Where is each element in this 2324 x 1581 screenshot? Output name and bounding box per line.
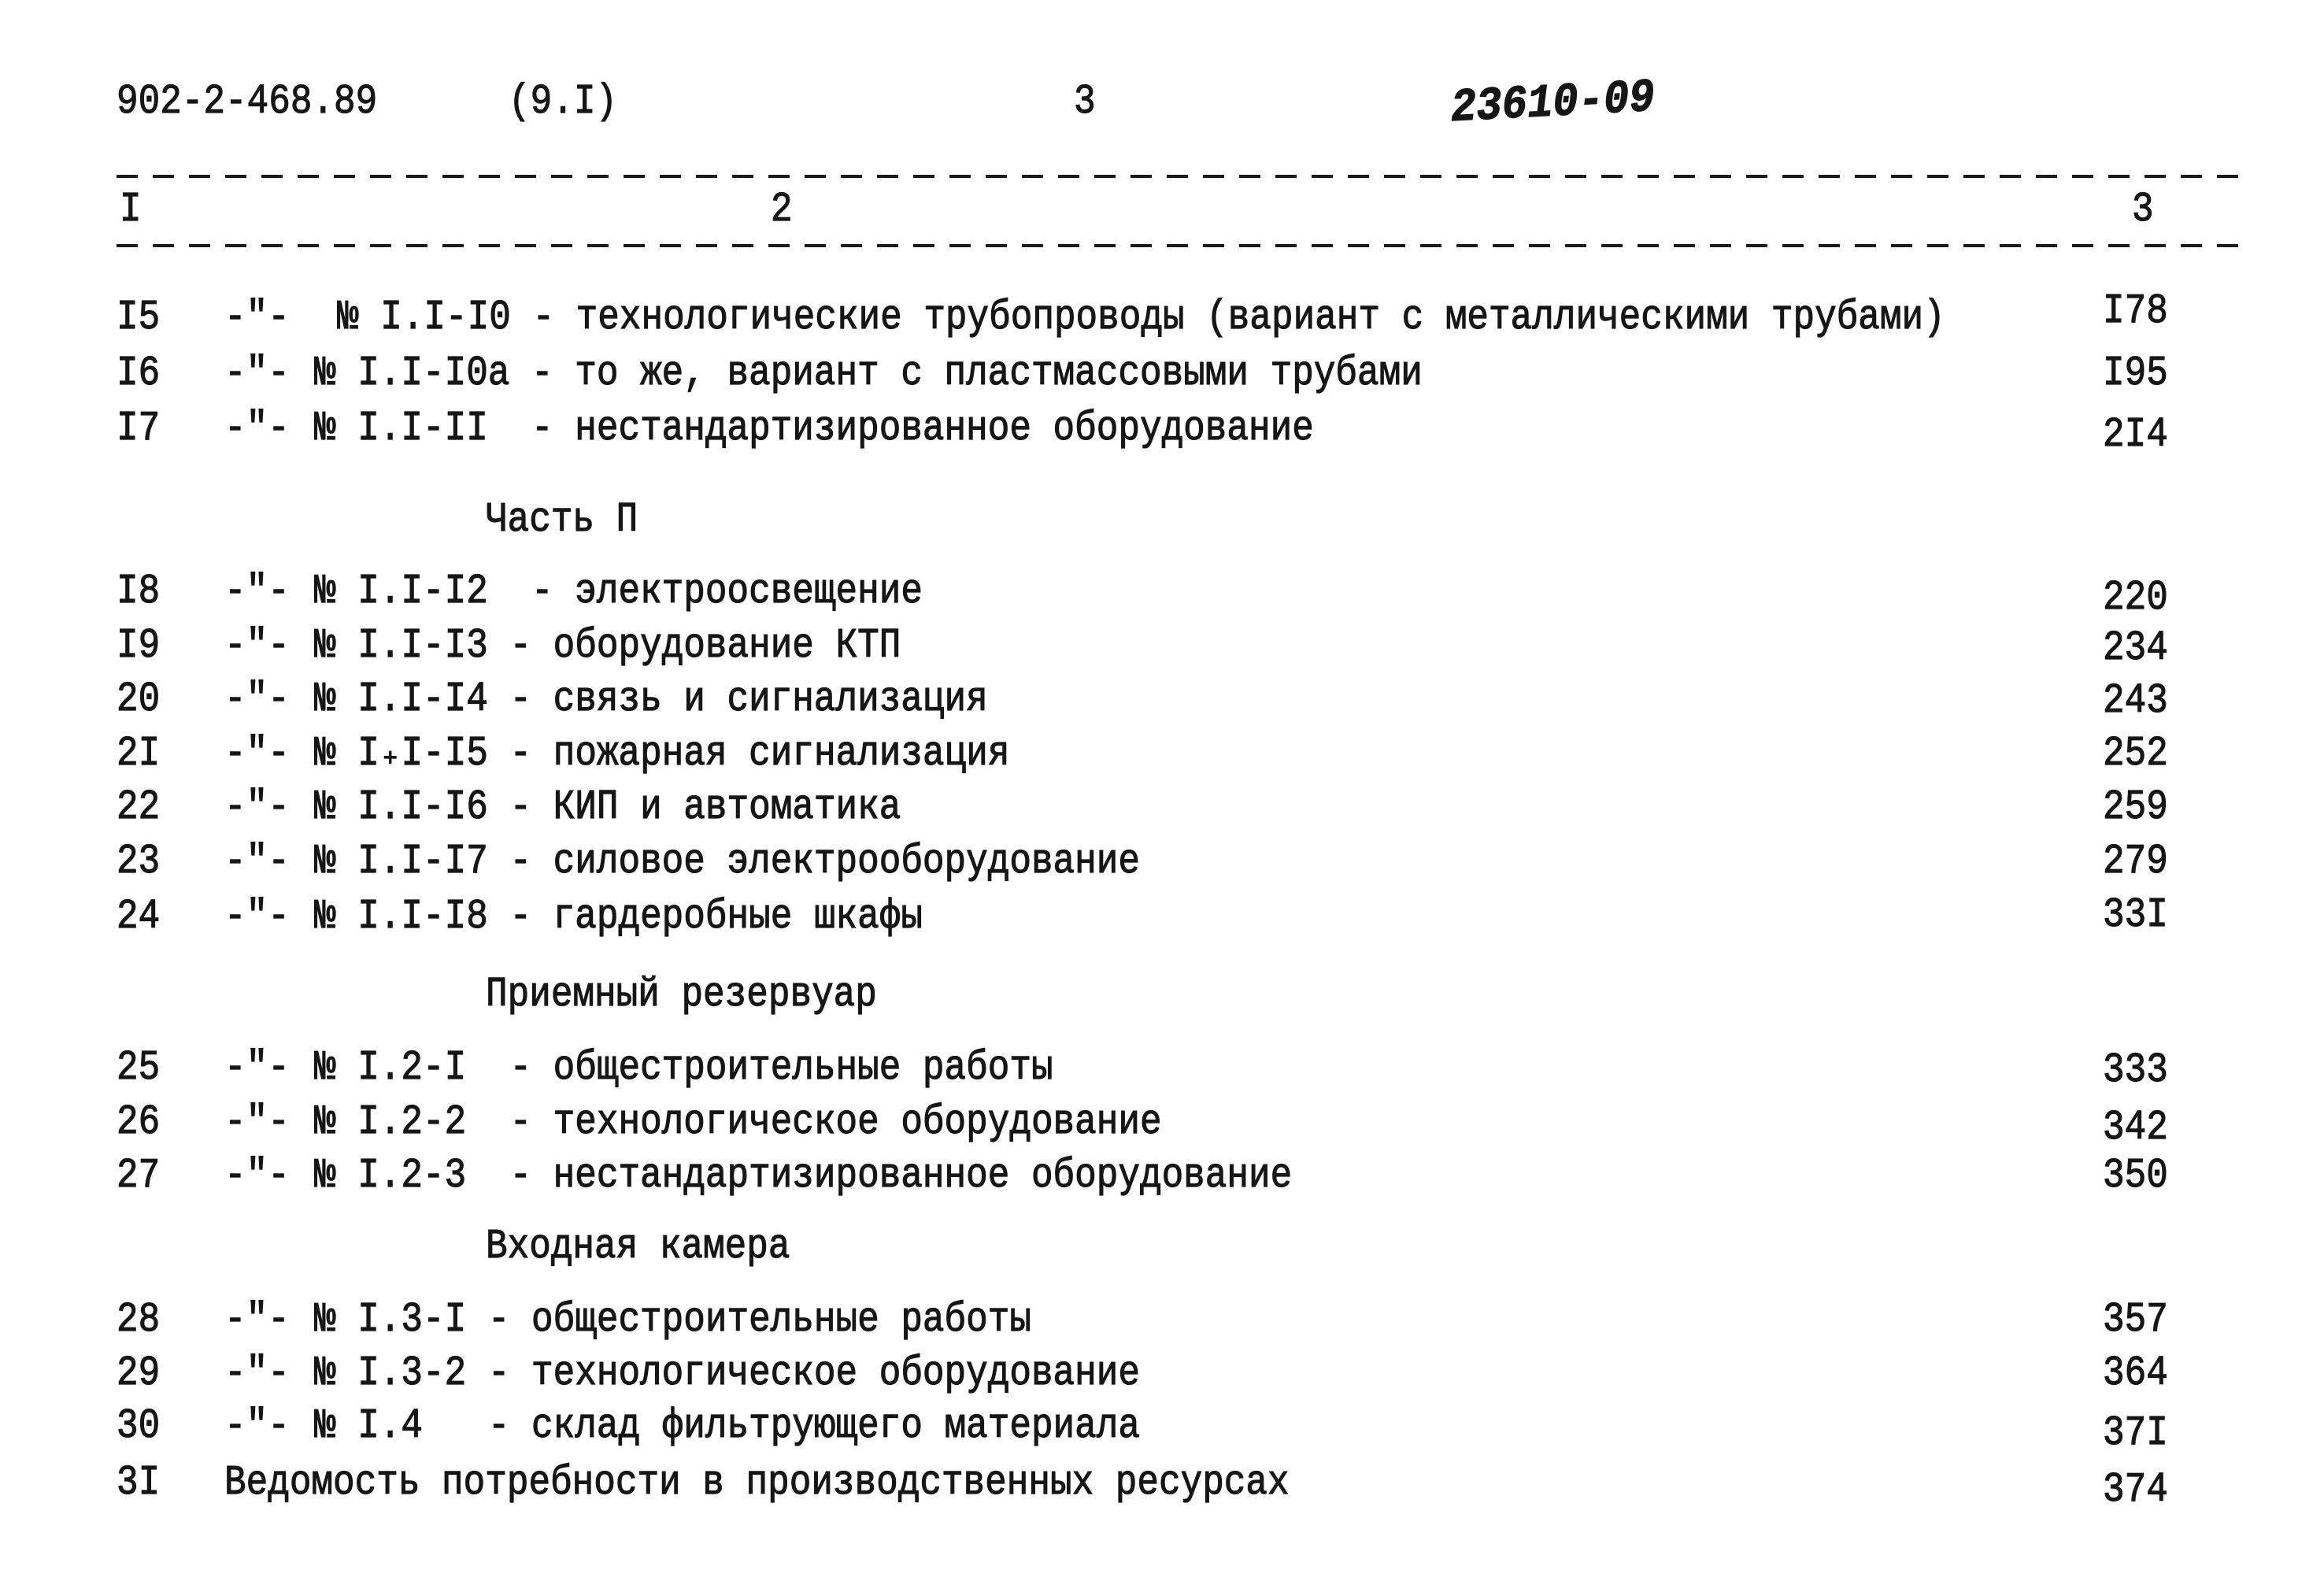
page-number: 3 xyxy=(1074,78,1096,125)
header-rule-bottom xyxy=(117,244,2244,247)
column-header-3: 3 xyxy=(2132,186,2154,233)
section-heading: Часть П xyxy=(486,496,638,543)
drawing-reference xyxy=(314,403,1314,454)
row-title: - нестандартизированное оборудование xyxy=(531,405,1314,452)
drawing-reference xyxy=(314,728,1009,779)
drawing-code: № I.I-I3 xyxy=(314,622,488,669)
row-title: - технологические трубопроводы (вариант с металлическими трубами) xyxy=(532,294,1945,341)
page-ref: 364 xyxy=(2103,1350,2168,1397)
row-number: 2I xyxy=(117,730,161,777)
drawing-reference xyxy=(314,1042,1053,1093)
drawing-reference xyxy=(314,348,1423,398)
ditto-mark: -"- xyxy=(224,1152,290,1199)
row-title: - общестроительные работы xyxy=(509,1044,1053,1091)
document-code: 902-2-468.89 xyxy=(117,78,378,125)
toc-row xyxy=(0,622,2324,672)
drawing-code: № I.2-I xyxy=(314,1044,467,1091)
drawing-reference xyxy=(314,1097,1162,1147)
page-ref: I95 xyxy=(2103,350,2168,397)
toc-row xyxy=(0,287,2324,341)
row-title: - силовое электрооборудование xyxy=(509,838,1140,885)
ditto-mark: -"- xyxy=(224,405,290,452)
page-ref: 342 xyxy=(2103,1104,2168,1151)
toc-row xyxy=(0,1098,2324,1151)
row-number: 24 xyxy=(117,893,161,940)
ditto-mark: -"- xyxy=(224,1402,290,1450)
toc-row xyxy=(0,731,2324,776)
toc-row xyxy=(0,351,2324,395)
row-title: Ведомость потребности в производственных ресурсах xyxy=(224,1459,1290,1506)
page-ref: 33I xyxy=(2103,891,2168,939)
drawing-code: № I.I-I7 xyxy=(314,838,488,885)
registration-stamp: 23610-09 xyxy=(1449,72,1656,135)
row-number: I8 xyxy=(117,568,161,615)
row-number: 23 xyxy=(117,838,161,885)
row-number: 25 xyxy=(117,1044,161,1091)
row-number: I7 xyxy=(117,405,161,452)
drawing-reference xyxy=(314,566,923,616)
drawing-code: № I₊I-I5 xyxy=(314,730,488,777)
row-number: 27 xyxy=(117,1152,161,1199)
page-ref: 374 xyxy=(2103,1466,2168,1513)
toc-row xyxy=(0,1351,2324,1395)
page-ref: 2I4 xyxy=(2103,411,2168,458)
row-number: 29 xyxy=(117,1350,161,1397)
ditto-mark: -"- xyxy=(224,1044,290,1091)
page-ref: 357 xyxy=(2103,1296,2168,1343)
drawing-code: № I.I-I6 xyxy=(314,783,488,831)
toc-row xyxy=(0,1459,2324,1513)
row-title: - оборудование КТП xyxy=(509,622,901,669)
ditto-mark: -"- xyxy=(224,1350,290,1397)
row-title: - то же, вариант с пластмассовыми трубами xyxy=(531,350,1423,397)
toc-row xyxy=(0,891,2324,940)
drawing-code: № I.I-I8 xyxy=(314,893,488,940)
row-title: - гардеробные шкафы xyxy=(509,893,923,940)
drawing-reference xyxy=(314,620,901,671)
ditto-mark: -"- xyxy=(224,350,290,397)
toc-row xyxy=(0,405,2324,458)
row-title: - технологическое оборудование xyxy=(487,1350,1140,1397)
toc-row xyxy=(0,1044,2324,1094)
page-ref: 220 xyxy=(2103,574,2168,621)
drawing-code: № I.I-I2 xyxy=(314,568,488,615)
row-number: I6 xyxy=(117,350,161,397)
sheet-label: (9.I) xyxy=(509,78,618,125)
toc-row xyxy=(0,839,2324,883)
row-title: - КИП и автоматика xyxy=(509,783,901,831)
section-heading: Приемный резервуар xyxy=(486,971,877,1018)
toc-row xyxy=(0,1298,2324,1342)
row-title: - нестандартизированное оборудование xyxy=(509,1152,1293,1199)
row-number: 3I xyxy=(117,1459,161,1506)
drawing-code: № I.I-II xyxy=(314,405,488,452)
page-ref: 37I xyxy=(2103,1409,2168,1457)
drawing-reference xyxy=(314,674,988,724)
drawing-reference xyxy=(314,782,901,832)
page-ref: 279 xyxy=(2103,838,2168,885)
drawing-reference xyxy=(314,1294,1031,1345)
toc-row xyxy=(0,785,2324,829)
row-title: - пожарная сигнализация xyxy=(509,730,1010,777)
drawing-reference xyxy=(314,1150,1292,1201)
row-number: 28 xyxy=(117,1296,161,1343)
section-heading: Входная камера xyxy=(486,1223,790,1270)
row-title: - связь и сигнализация xyxy=(509,676,988,723)
drawing-code: № I.I-I0a xyxy=(314,350,510,397)
ditto-mark: -"- xyxy=(224,1296,290,1343)
row-number: 20 xyxy=(117,676,161,723)
toc-row xyxy=(0,1153,2324,1198)
toc-row xyxy=(0,676,2324,724)
row-number: 30 xyxy=(117,1402,161,1450)
row-number: I9 xyxy=(117,622,161,669)
toc-row xyxy=(0,568,2324,621)
page-ref: 259 xyxy=(2103,783,2168,831)
row-title: - электроосвещение xyxy=(531,568,923,615)
ditto-mark: -"- xyxy=(224,730,290,777)
page-ref: 252 xyxy=(2103,730,2168,777)
drawing-code: № I.4 xyxy=(314,1402,424,1450)
ditto-mark: -"- xyxy=(224,622,290,669)
ditto-mark: -"- xyxy=(224,294,290,341)
column-header-2: 2 xyxy=(771,186,793,233)
drawing-reference xyxy=(337,292,1945,342)
page-ref: I78 xyxy=(2103,287,2168,335)
drawing-code: № I.2-3 xyxy=(314,1152,467,1199)
drawing-code: № I.3-I xyxy=(314,1296,467,1343)
ditto-mark: -"- xyxy=(224,1098,290,1146)
row-number: 26 xyxy=(117,1098,161,1146)
header-rule-top xyxy=(117,175,2244,178)
row-number: 22 xyxy=(117,783,161,831)
drawing-reference xyxy=(314,836,1140,887)
page-ref: 350 xyxy=(2103,1152,2168,1199)
ditto-mark: -"- xyxy=(224,893,290,940)
drawing-reference xyxy=(314,891,923,942)
drawing-code: № I.3-2 xyxy=(314,1350,467,1397)
row-title: - технологическое оборудование xyxy=(509,1098,1162,1146)
drawing-reference xyxy=(314,1348,1140,1398)
toc-row xyxy=(0,1402,2324,1457)
drawing-code: № I.I-I4 xyxy=(314,676,488,723)
ditto-mark: -"- xyxy=(224,676,290,723)
row-title: - склад фильтрующего материала xyxy=(487,1402,1140,1450)
drawing-reference xyxy=(314,1401,1140,1451)
row-title: - общестроительные работы xyxy=(487,1296,1031,1343)
ditto-mark: -"- xyxy=(224,838,290,885)
drawing-code: № I.2-2 xyxy=(314,1098,467,1146)
page-ref: 243 xyxy=(2103,677,2168,724)
column-header-1: I xyxy=(120,186,142,233)
ditto-mark: -"- xyxy=(224,783,290,831)
drawing-code: № I.I-I0 xyxy=(337,294,511,341)
page-ref: 234 xyxy=(2103,624,2168,672)
ditto-mark: -"- xyxy=(224,568,290,615)
page-ref: 333 xyxy=(2103,1046,2168,1094)
row-number: I5 xyxy=(117,294,161,341)
